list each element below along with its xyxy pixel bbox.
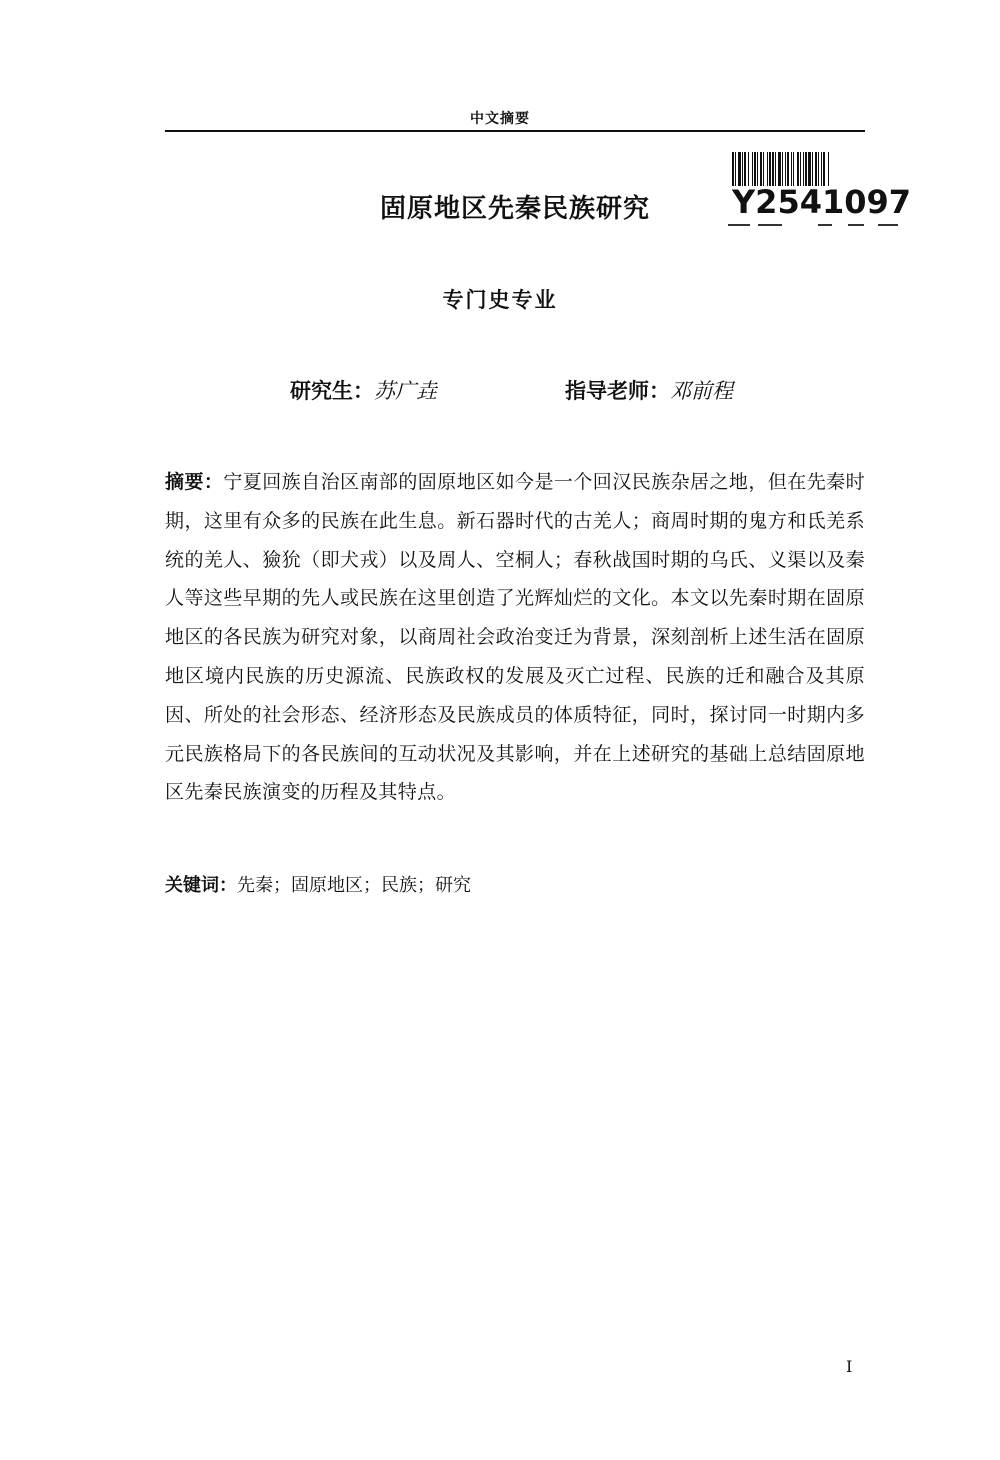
keywords-text: 先秦；固原地区；民族；研究 xyxy=(237,875,471,896)
document-title: 固原地区先秦民族研究 xyxy=(380,194,651,224)
barcode-number: Y2541097 xyxy=(732,183,912,221)
keywords-line xyxy=(165,871,471,897)
advisor-label: 指导老师： xyxy=(565,379,670,403)
barcode-dash xyxy=(728,224,750,226)
barcode-image xyxy=(732,152,884,186)
header-section-label: 中文摘要 xyxy=(470,111,530,127)
advisor-line xyxy=(565,375,733,405)
advisor-name: 邓前程 xyxy=(670,379,733,403)
barcode-bar xyxy=(829,152,831,186)
header-rule xyxy=(165,130,865,132)
author-line xyxy=(290,375,437,405)
keywords-label: 关键词： xyxy=(165,875,237,896)
abstract-label: 摘要： xyxy=(165,471,224,493)
author-label: 研究生： xyxy=(290,379,374,403)
abstract-text: 宁夏回族自治区南部的固原地区如今是一个回汉民族杂居之地，但在先秦时期，这里有众多的民族在此生息。新石器时代的古羌人；商周时期的鬼方和氐羌系统的羌人、獫狁（即犬戎）以及周人、空桐人；春秋战国时期的乌氏、义渠以及秦人等这些早期的先人或民族在这里创造了光辉灿烂的文化。本文以先秦时期在固原地区的各民族为研究对象，以商周社会政治变迁为背景，深刻剖析上述生活在固原地区境内民族的历史源流、民族政权的发展及灭亡过程、民族的迁和融合及其原因、所处的社会形态、经济形态及民族成员的体质特征，同时，探讨同一时期内多元民族格局下的各民族间的互动状况及其影响，并在上述研究的基础上总结固原地区先秦民族演变的历程及其特点。 xyxy=(165,471,866,804)
barcode-dash xyxy=(878,224,898,226)
barcode-dash xyxy=(758,224,782,226)
abstract-paragraph xyxy=(165,463,865,812)
page-number: I xyxy=(846,1357,853,1376)
major-name: 专门史专业 xyxy=(442,287,558,312)
barcode-dash xyxy=(818,224,832,226)
barcode-dash xyxy=(848,224,864,226)
author-name: 苏广垚 xyxy=(374,379,437,403)
